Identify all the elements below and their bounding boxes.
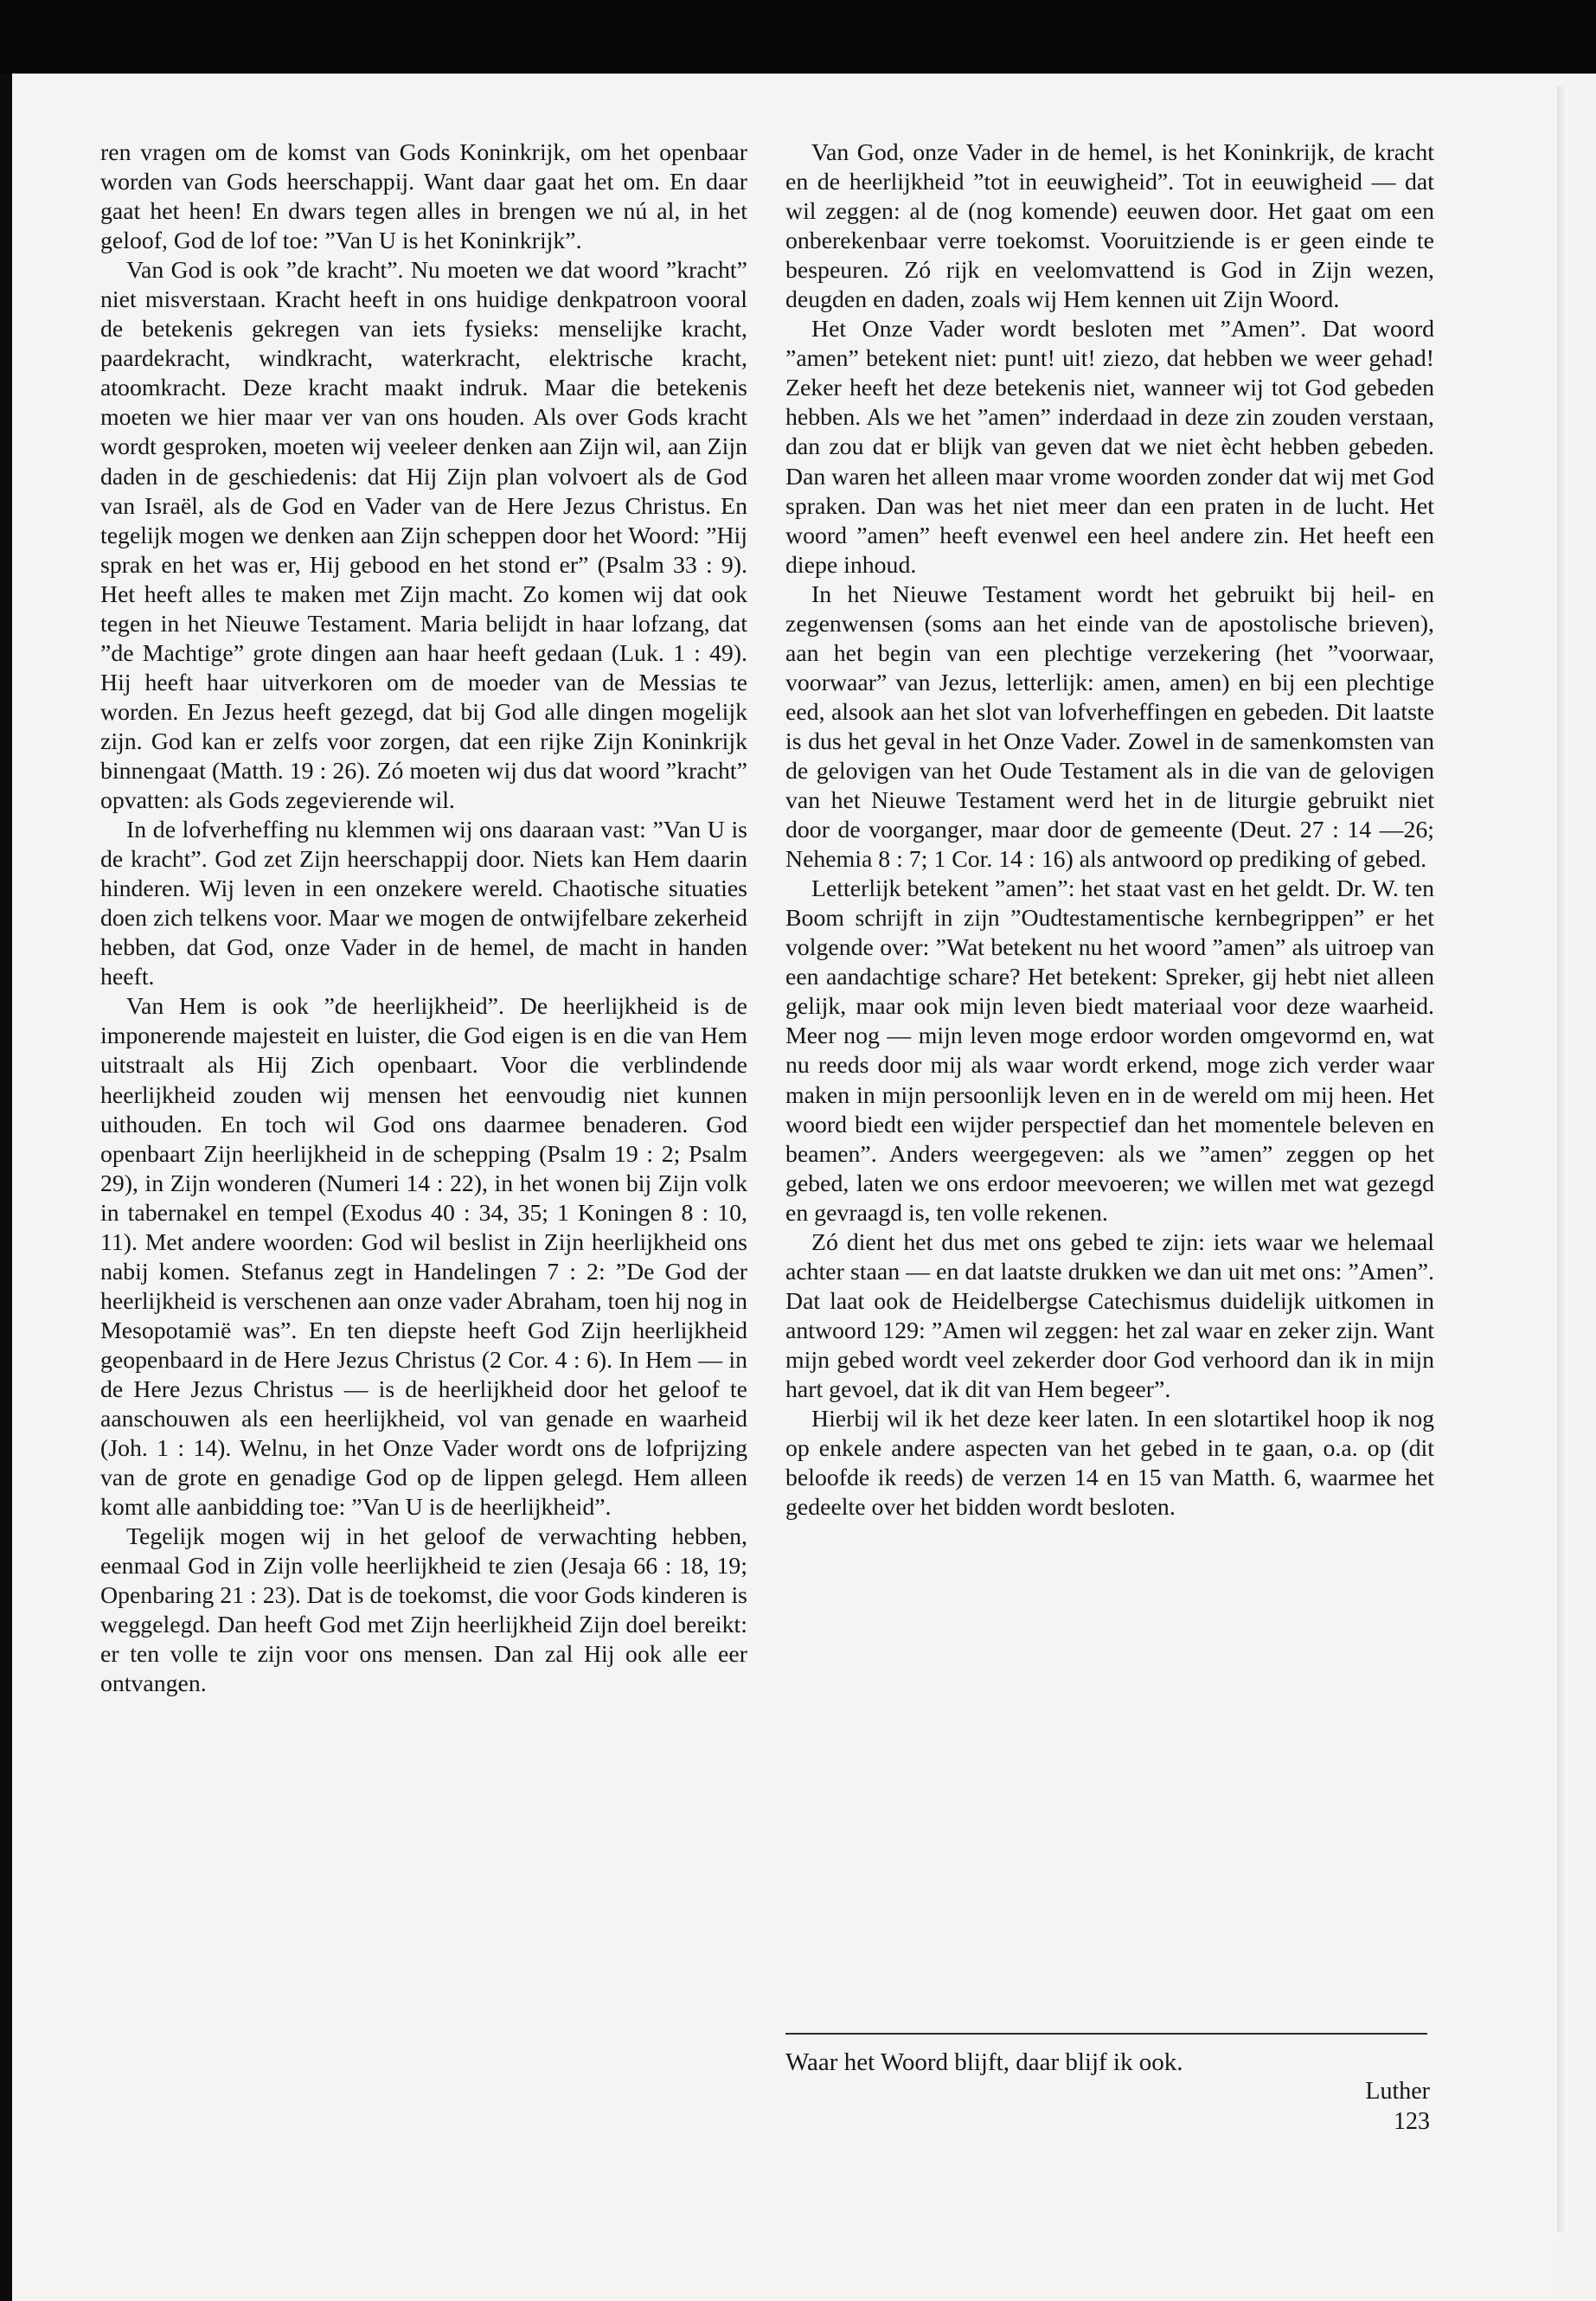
left-paragraph: Van God is ook ”de kracht”. Nu moeten we dat woord ”kracht” niet misverstaan. Kracht heeft in ons huidige denkpatroon vooral de betekenis gekregen van iets fysieks: menselijke kracht, paardekracht, windkracht, waterkracht, elektrische kracht, atoomkracht. Deze kracht maakt indruk. Maar die betekenis moeten we hier maar ver van ons houden. Als over Gods kracht wordt gesproken, moeten wij veeleer denken aan Zijn wil, aan Zijn daden in de geschiedenis: dat Hij Zijn plan volvoert als de God van Israël, als de God en Vader van de Here Jezus Christus. En tegelijk mogen we denken aan Zijn scheppen door het Woord: ”Hij sprak en het was er, Hij gebood en het stond er” (Psalm 33 : 9). Het heeft alles te maken met Zijn macht. Zo komen wij dat ook tegen in het Nieuwe Testament. Maria belijdt in haar lofzang, dat ”de Machtige” grote dingen aan haar heeft gedaan (Luk. 1 : 49). Hij heeft haar uitverkoren om de moeder van de Messias te worden. En Jezus heeft gezegd, dat bij God alle dingen mogelijk zijn. God kan er zelfs voor zorgen, dat een rijke Zijn Koninkrijk binnengaat (Matth. 19 : 26). Zó moeten wij dus dat woord ”kracht” opvatten: als Gods zegevierende wil. <box>100 257 747 815</box>
closing-quote: Waar het Woord blijft, daar blijf ik ook. <box>785 2048 1183 2076</box>
page-number: 123 <box>1394 2108 1430 2135</box>
quote-author: Luther <box>1365 2078 1430 2105</box>
right-paragraph: Het Onze Vader wordt besloten met ”Amen”. Dat woord ”amen” betekent niet: punt! uit! ziezo, dat hebben we weer gehad! Zeker heeft het deze betekenis niet, wanneer wij tot God gebeden hebben. Als we het ”amen” inderdaad in deze zin zouden verstaan, dan zou dat er blijk van geven dat we niet ècht hebben gebeden. Dan waren het alleen maar vrome woorden zonder dat wij met God spraken. Dan was het niet meer dan een praten in de lucht. Het woord ”amen” heeft evenwel een heel andere zin. Het heeft een diepe inhoud. <box>785 316 1434 579</box>
footer-divider <box>785 2033 1427 2035</box>
left-paragraph: In de lofverheffing nu klemmen wij ons daaraan vast: ”Van U is de kracht”. God zet Zijn heerschappij door. Niets kan Hem daarin hinderen. Wij leven in een onzekere wereld. Chaotische situaties doen zich telkens voor. Maar we mogen de ontwijfelbare zekerheid hebben, dat God, onze Vader in de hemel, de macht in handen heeft. <box>100 817 747 991</box>
left-text-column <box>100 138 747 1699</box>
left-paragraph: Tegelijk mogen wij in het geloof de verwachting hebben, eenmaal God in Zijn volle heerlijkheid te zien (Jesaja 66 : 18, 19; Openbaring 21 : 23). Dat is de toekomst, die voor Gods kinderen is weggelegd. Dan heeft God met Zijn heerlijkheid Zijn doel bereikt: er ten volle te zijn voor ons mensen. Dan zal Hij ook alle eer ontvangen. <box>100 1523 747 1698</box>
scan-border-top <box>0 0 1596 74</box>
right-paragraph: Hierbij wil ik het deze keer laten. In een slotartikel hoop ik nog op enkele andere aspecten van het gebed in te gaan, o.a. op (dit beloofde ik reeds) de verzen 14 en 15 van Matth. 6, waarmee het gedeelte over het bidden wordt besloten. <box>785 1406 1434 1522</box>
scan-border-left <box>0 74 12 2301</box>
left-paragraph: ren vragen om de komst van Gods Koninkrijk, om het openbaar worden van Gods heerschappij. Want daar gaat het om. En daar gaat het heen! En dwars tegen alles in brengen we nú al, in het geloof, God de lof toe: ”Van U is het Koninkrijk”. <box>100 139 747 255</box>
left-paragraph: Van Hem is ook ”de heerlijkheid”. De heerlijkheid is de imponerende majesteit en luister, die God eigen is en die van Hem uitstraalt als Hij Zich openbaart. Voor die verblindende heerlijkheid zouden wij mensen het eenvoudig niet kunnen uithouden. En toch wil God ons daarmee benaderen. God openbaart Zijn heerlijkheid in de schepping (Psalm 19 : 2; Psalm 29), in Zijn wonderen (Numeri 14 : 22), in het wonen bij Zijn volk in tabernakel en tempel (Exodus 40 : 34, 35; 1 Koningen 8 : 10, 11). Met andere woorden: God wil beslist in Zijn heerlijkheid ons nabij komen. Stefanus zegt in Handelingen 7 : 2: ”De God der heerlijkheid is verschenen aan onze vader Abraham, toen hij nog in Mesopotamië was”. En ten diepste heeft God Zijn heerlijkheid geopenbaard in de Here Jezus Christus (2 Cor. 4 : 6). In Hem — in de Here Jezus Christus — is de heerlijkheid door het geloof te aanschouwen als een heerlijkheid, vol van genade en waarheid (Joh. 1 : 14). Welnu, in het Onze Vader wordt ons de lofprijzing van de grote en genadige God op de lippen gelegd. Hem alleen komt alle aanbidding toe: ”Van U is de heerlijkheid”. <box>100 993 747 1522</box>
right-paragraph: In het Nieuwe Testament wordt het gebruikt bij heil- en zegenwensen (soms aan het einde van de apostolische brieven), aan het begin van een plechtige verzekering (het ”voorwaar, voorwaar” van Jezus, letterlijk: amen, amen) en bij een plechtige eed, alsook aan het slot van lofverheffingen en gebeden. Dit laatste is dus het geval in het Onze Vader. Zowel in de samenkomsten van de gelovigen van het Oude Testament als in die van de gelovigen van het Nieuwe Testament werd het in de liturgie gebruikt niet door de voorganger, maar door de gemeente (Deut. 27 : 14 —26; Nehemia 8 : 7; 1 Cor. 14 : 16) als antwoord op prediking of gebed. <box>785 580 1434 874</box>
right-paragraph: Zó dient het dus met ons gebed te zijn: iets waar we helemaal achter staan — en dat laatste drukken we dan uit met ons: ”Amen”. Dat laat ook de Heidelbergse Catechismus duidelijk uitkomen in antwoord 129: ”Amen wil zeggen: het zal waar en zeker zijn. Want mijn gebed wordt veel zekerder door God verhoord dan ik in mijn hart gevoel, dat ik dit van Hem begeer”. <box>785 1228 1434 1403</box>
right-paragraph: Letterlijk betekent ”amen”: het staat vast en het geldt. Dr. W. ten Boom schrijft in zijn ”Oudtestamentische kernbegrippen” er het volgende over: ”Wat betekent nu het woord ”amen” als uitroep van een aandachtige schare? Het betekent: Spreker, gij hebt niet alleen gelijk, maar ook mijn leven biedt materiaal voor deze waarheid. Meer nog — mijn leven moge erdoor worden omgevormd en, wat nu reeds door mij als waar wordt erkend, moge zich verder waar maken in mijn persoonlijk leven en in de wereld om mij heen. Het woord biedt een wijder perspectief dan het momentele beleven en beamen”. Anders weergegeven: als we ”amen” zeggen op het gebed, laten we ons erdoor meevoeren; we willen met wat gezegd en gevraagd is, ten volle rekenen. <box>785 875 1434 1227</box>
page-edge-shadow <box>1557 87 1567 2232</box>
right-text-column <box>785 138 1434 1522</box>
right-paragraph: Van God, onze Vader in de hemel, is het Koninkrijk, de kracht en de heerlijkheid ”tot in eeuwigheid”. Tot in eeuwigheid — dat wil zeggen: al de (nog komende) eeuwen door. Het gaat om een onberekenbaar verre toekomst. Vooruitziende is er geen einde te bespeuren. Zó rijk en veelomvattend is God in Zijn wezen, deugden en daden, zoals wij Hem kennen uit Zijn Woord. <box>785 139 1434 314</box>
